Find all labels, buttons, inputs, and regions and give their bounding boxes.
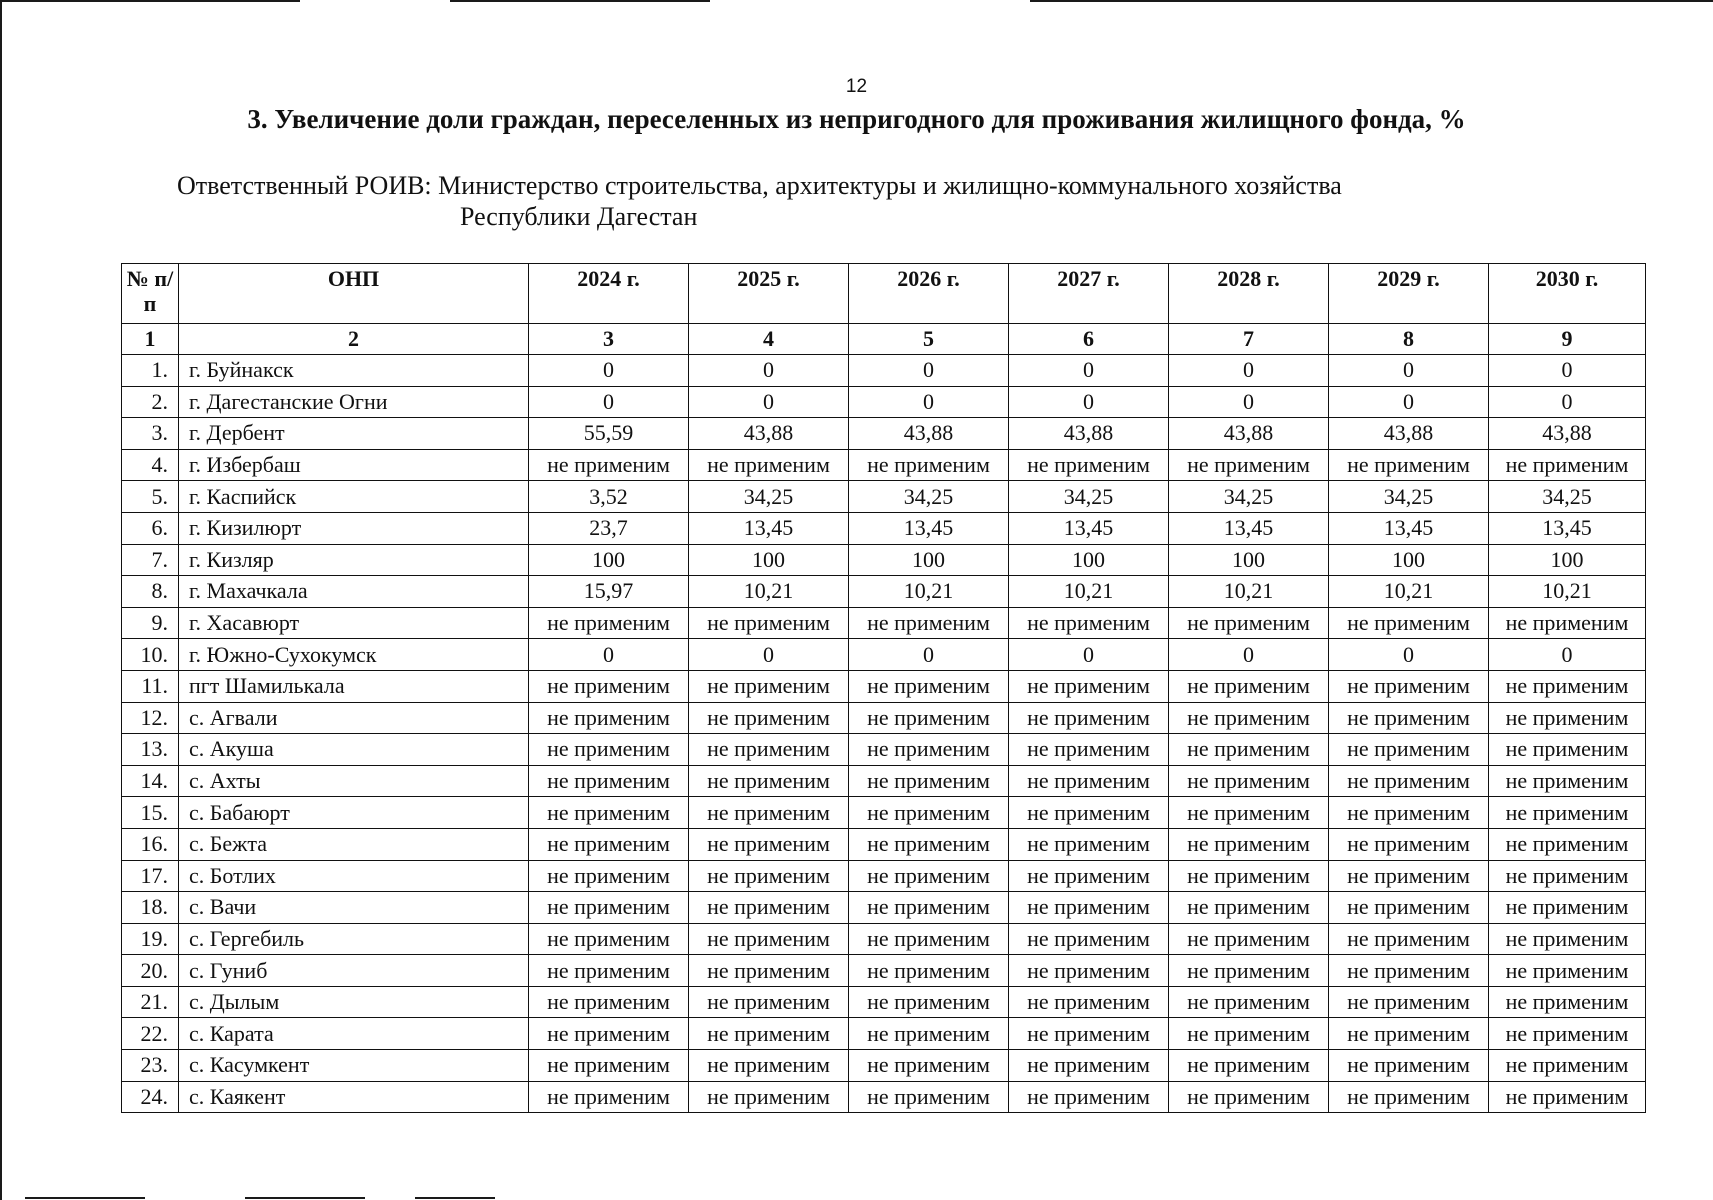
value-cell: не применим [849, 702, 1009, 734]
value-cell: 55,59 [529, 418, 689, 450]
column-number: 4 [689, 324, 849, 355]
column-header: 2029 г. [1329, 264, 1489, 324]
value-cell: не применим [1489, 702, 1646, 734]
value-cell: 0 [1169, 355, 1329, 387]
row-number-cell: 24. [122, 1081, 179, 1113]
value-cell: 0 [1489, 639, 1646, 671]
value-cell: не применим [849, 955, 1009, 987]
scan-edge-left [0, 0, 2, 1200]
value-cell: не применим [1489, 986, 1646, 1018]
value-cell: 0 [1489, 355, 1646, 387]
indicator-table [121, 263, 1646, 1113]
value-cell: не применим [1169, 449, 1329, 481]
value-cell: не применим [529, 797, 689, 829]
value-cell: не применим [1329, 702, 1489, 734]
table-row [122, 449, 1646, 481]
column-number: 2 [179, 324, 529, 355]
table-row [122, 923, 1646, 955]
value-cell: 100 [529, 544, 689, 576]
value-cell: не применим [1169, 607, 1329, 639]
value-cell: 0 [1329, 639, 1489, 671]
value-cell: 43,88 [689, 418, 849, 450]
responsible-line-2: Республики Дагестан [460, 202, 698, 231]
value-cell: 43,88 [1489, 418, 1646, 450]
value-cell: не применим [689, 449, 849, 481]
table-row [122, 860, 1646, 892]
row-number-cell: 23. [122, 1050, 179, 1082]
value-cell: не применим [1009, 923, 1169, 955]
row-number-cell: 4. [122, 449, 179, 481]
value-cell: 13,45 [849, 512, 1009, 544]
column-header: ОНП [179, 264, 529, 324]
row-number-cell: 17. [122, 860, 179, 892]
value-cell: 34,25 [1169, 481, 1329, 513]
settlement-name-cell: с. Вачи [179, 892, 529, 924]
column-number: 1 [122, 324, 179, 355]
settlement-name-cell: г. Махачкала [179, 576, 529, 608]
value-cell: не применим [849, 797, 1009, 829]
value-cell: не применим [529, 1050, 689, 1082]
value-cell: не применим [1169, 670, 1329, 702]
value-cell: не применим [1489, 1018, 1646, 1050]
value-cell: не применим [849, 986, 1009, 1018]
column-number-row [122, 324, 1646, 355]
value-cell: 0 [849, 355, 1009, 387]
value-cell: не применим [1489, 1081, 1646, 1113]
table-row [122, 765, 1646, 797]
value-cell: не применим [849, 860, 1009, 892]
table-row [122, 355, 1646, 387]
column-number: 5 [849, 324, 1009, 355]
settlement-name-cell: г. Кизилюрт [179, 512, 529, 544]
value-cell: 0 [529, 639, 689, 671]
row-number-cell: 10. [122, 639, 179, 671]
row-number-cell: 3. [122, 418, 179, 450]
value-cell: не применим [1009, 892, 1169, 924]
responsible-authority [177, 170, 1477, 232]
row-number-cell: 8. [122, 576, 179, 608]
column-number: 3 [529, 324, 689, 355]
value-cell: 13,45 [1009, 512, 1169, 544]
column-header: 2026 г. [849, 264, 1009, 324]
row-number-cell: 12. [122, 702, 179, 734]
settlement-name-cell: с. Гуниб [179, 955, 529, 987]
value-cell: не применим [1489, 607, 1646, 639]
settlement-name-cell: г. Кизляр [179, 544, 529, 576]
value-cell: не применим [1329, 1050, 1489, 1082]
value-cell: 34,25 [849, 481, 1009, 513]
value-cell: не применим [1329, 734, 1489, 766]
column-header: 2027 г. [1009, 264, 1169, 324]
value-cell: не применим [1009, 1081, 1169, 1113]
settlement-name-cell: с. Бабаюрт [179, 797, 529, 829]
value-cell: не применим [689, 1050, 849, 1082]
value-cell: не применим [529, 923, 689, 955]
settlement-name-cell: г. Южно-Сухокумск [179, 639, 529, 671]
value-cell: не применим [1169, 828, 1329, 860]
scan-edge-bottom-mid2 [415, 1197, 495, 1199]
value-cell: 100 [689, 544, 849, 576]
table-row [122, 639, 1646, 671]
value-cell: 34,25 [1489, 481, 1646, 513]
value-cell: не применим [1489, 734, 1646, 766]
settlement-name-cell: с. Гергебиль [179, 923, 529, 955]
table-row [122, 670, 1646, 702]
value-cell: 43,88 [1009, 418, 1169, 450]
value-cell: 0 [1169, 639, 1329, 671]
row-number-cell: 6. [122, 512, 179, 544]
value-cell: 10,21 [1489, 576, 1646, 608]
value-cell: не применим [689, 892, 849, 924]
row-number-cell: 19. [122, 923, 179, 955]
row-number-cell: 16. [122, 828, 179, 860]
row-number-cell: 13. [122, 734, 179, 766]
scan-edge-bottom-mid [245, 1197, 365, 1199]
table-row [122, 1050, 1646, 1082]
column-header: 2025 г. [689, 264, 849, 324]
responsible-line-1: Ответственный РОИВ: Министерство строительства, архитектуры и жилищно-коммунального хозяйства [177, 171, 1342, 200]
value-cell: не применим [1329, 955, 1489, 987]
settlement-name-cell: г. Избербаш [179, 449, 529, 481]
value-cell: не применим [849, 449, 1009, 481]
table-row [122, 892, 1646, 924]
scan-edge-bottom-left [25, 1197, 145, 1199]
value-cell: не применим [529, 1018, 689, 1050]
value-cell: не применим [1489, 892, 1646, 924]
value-cell: 0 [689, 386, 849, 418]
value-cell: не применим [1169, 923, 1329, 955]
value-cell: не применим [1169, 1018, 1329, 1050]
value-cell: 0 [529, 355, 689, 387]
settlement-name-cell: г. Буйнакск [179, 355, 529, 387]
value-cell: не применим [1329, 670, 1489, 702]
value-cell: 0 [1329, 386, 1489, 418]
row-number-cell: 21. [122, 986, 179, 1018]
column-header: 2028 г. [1169, 264, 1329, 324]
table-row [122, 544, 1646, 576]
value-cell: 0 [689, 355, 849, 387]
scan-edge-top-right [1030, 0, 1713, 2]
value-cell: 0 [1329, 355, 1489, 387]
value-cell: 43,88 [1169, 418, 1329, 450]
value-cell: не применим [689, 797, 849, 829]
table-row [122, 607, 1646, 639]
value-cell: не применим [849, 892, 1009, 924]
value-cell: не применим [1329, 860, 1489, 892]
value-cell: не применим [529, 828, 689, 860]
value-cell: 13,45 [1489, 512, 1646, 544]
value-cell: не применим [1169, 797, 1329, 829]
value-cell: не применим [1009, 607, 1169, 639]
value-cell: 0 [849, 386, 1009, 418]
value-cell: не применим [529, 449, 689, 481]
value-cell: не применим [1009, 449, 1169, 481]
value-cell: 13,45 [1169, 512, 1329, 544]
column-number: 9 [1489, 324, 1646, 355]
value-cell: не применим [1489, 670, 1646, 702]
value-cell: 10,21 [849, 576, 1009, 608]
table-row [122, 418, 1646, 450]
value-cell: 34,25 [689, 481, 849, 513]
value-cell: 43,88 [1329, 418, 1489, 450]
table-row [122, 734, 1646, 766]
value-cell: не применим [689, 702, 849, 734]
value-cell: 15,97 [529, 576, 689, 608]
row-number-cell: 5. [122, 481, 179, 513]
row-number-cell: 9. [122, 607, 179, 639]
table-row [122, 828, 1646, 860]
value-cell: 100 [1009, 544, 1169, 576]
value-cell: 10,21 [689, 576, 849, 608]
value-cell: 23,7 [529, 512, 689, 544]
value-cell: не применим [1329, 449, 1489, 481]
value-cell: 10,21 [1169, 576, 1329, 608]
value-cell: не применим [529, 607, 689, 639]
value-cell: не применим [849, 1018, 1009, 1050]
row-number-cell: 7. [122, 544, 179, 576]
value-cell: не применим [1009, 860, 1169, 892]
value-cell: не применим [1009, 986, 1169, 1018]
column-number: 6 [1009, 324, 1169, 355]
value-cell: не применим [849, 607, 1009, 639]
value-cell: не применим [1009, 828, 1169, 860]
value-cell: не применим [1329, 986, 1489, 1018]
row-number-cell: 20. [122, 955, 179, 987]
row-number-cell: 14. [122, 765, 179, 797]
value-cell: не применим [849, 1050, 1009, 1082]
row-number-cell: 2. [122, 386, 179, 418]
value-cell: не применим [1489, 860, 1646, 892]
value-cell: не применим [1009, 797, 1169, 829]
value-cell: не применим [1489, 765, 1646, 797]
column-number: 8 [1329, 324, 1489, 355]
table-row [122, 481, 1646, 513]
settlement-name-cell: с. Касумкент [179, 1050, 529, 1082]
column-number: 7 [1169, 324, 1329, 355]
value-cell: 34,25 [1009, 481, 1169, 513]
value-cell: не применим [529, 860, 689, 892]
value-cell: 100 [1329, 544, 1489, 576]
table-row [122, 702, 1646, 734]
value-cell: не применим [689, 828, 849, 860]
value-cell: не применим [689, 923, 849, 955]
value-cell: не применим [1009, 702, 1169, 734]
value-cell: не применим [689, 670, 849, 702]
column-header: № п/п [122, 264, 179, 324]
row-number-cell: 22. [122, 1018, 179, 1050]
value-cell: 0 [529, 386, 689, 418]
value-cell: не применим [529, 1081, 689, 1113]
value-cell: 0 [1169, 386, 1329, 418]
value-cell: не применим [849, 765, 1009, 797]
value-cell: не применим [1169, 892, 1329, 924]
value-cell: 0 [1489, 386, 1646, 418]
settlement-name-cell: с. Каякент [179, 1081, 529, 1113]
value-cell: не применим [529, 734, 689, 766]
table-row [122, 512, 1646, 544]
column-header: 2030 г. [1489, 264, 1646, 324]
value-cell: не применим [1169, 986, 1329, 1018]
value-cell: не применим [689, 1018, 849, 1050]
value-cell: не применим [529, 986, 689, 1018]
value-cell: не применим [689, 860, 849, 892]
settlement-name-cell: с. Карата [179, 1018, 529, 1050]
value-cell: не применим [1489, 828, 1646, 860]
settlement-name-cell: с. Дылым [179, 986, 529, 1018]
scan-edge-top-mid [450, 0, 710, 2]
settlement-name-cell: с. Бежта [179, 828, 529, 860]
row-number-cell: 18. [122, 892, 179, 924]
settlement-name-cell: пгт Шамилькала [179, 670, 529, 702]
value-cell: не применим [529, 670, 689, 702]
value-cell: не применим [689, 734, 849, 766]
value-cell: не применим [1009, 670, 1169, 702]
value-cell: не применим [1489, 955, 1646, 987]
table-row [122, 1081, 1646, 1113]
value-cell: не применим [1009, 734, 1169, 766]
value-cell: не применим [1329, 765, 1489, 797]
value-cell: 10,21 [1329, 576, 1489, 608]
value-cell: 0 [1009, 639, 1169, 671]
settlement-name-cell: г. Хасавюрт [179, 607, 529, 639]
table-row [122, 386, 1646, 418]
value-cell: 100 [1489, 544, 1646, 576]
value-cell: не применим [1169, 1050, 1329, 1082]
table-row [122, 986, 1646, 1018]
value-cell: не применим [1329, 797, 1489, 829]
value-cell: 0 [689, 639, 849, 671]
value-cell: не применим [529, 892, 689, 924]
settlement-name-cell: с. Ахты [179, 765, 529, 797]
settlement-name-cell: г. Дагестанские Огни [179, 386, 529, 418]
value-cell: не применим [849, 923, 1009, 955]
value-cell: 13,45 [1329, 512, 1489, 544]
table-row [122, 1018, 1646, 1050]
value-cell: 10,21 [1009, 576, 1169, 608]
column-header: 2024 г. [529, 264, 689, 324]
value-cell: не применим [1009, 955, 1169, 987]
value-cell: не применим [1009, 765, 1169, 797]
value-cell: не применим [1009, 1018, 1169, 1050]
value-cell: не применим [529, 765, 689, 797]
value-cell: 0 [849, 639, 1009, 671]
table-body [122, 355, 1646, 1113]
value-cell: не применим [529, 702, 689, 734]
row-number-cell: 11. [122, 670, 179, 702]
value-cell: 13,45 [689, 512, 849, 544]
value-cell: не применим [1169, 734, 1329, 766]
value-cell: не применим [689, 986, 849, 1018]
value-cell: не применим [1009, 1050, 1169, 1082]
table-row [122, 797, 1646, 829]
value-cell: не применим [849, 1081, 1009, 1113]
scan-edge-top-left [0, 0, 300, 2]
settlement-name-cell: с. Ботлих [179, 860, 529, 892]
value-cell: 43,88 [849, 418, 1009, 450]
value-cell: не применим [1329, 1018, 1489, 1050]
value-cell: не применим [849, 670, 1009, 702]
value-cell: не применим [689, 1081, 849, 1113]
value-cell: не применим [689, 607, 849, 639]
value-cell: не применим [1169, 702, 1329, 734]
value-cell: 0 [1009, 355, 1169, 387]
value-cell: не применим [1489, 1050, 1646, 1082]
value-cell: не применим [1489, 449, 1646, 481]
value-cell: не применим [1329, 828, 1489, 860]
value-cell: не применим [689, 955, 849, 987]
row-number-cell: 1. [122, 355, 179, 387]
value-cell: не применим [1169, 955, 1329, 987]
settlement-name-cell: с. Агвали [179, 702, 529, 734]
value-cell: не применим [529, 955, 689, 987]
value-cell: не применим [1329, 923, 1489, 955]
header-row [122, 264, 1646, 324]
value-cell: не применим [1329, 607, 1489, 639]
table-row [122, 576, 1646, 608]
settlement-name-cell: г. Дербент [179, 418, 529, 450]
value-cell: не применим [689, 765, 849, 797]
value-cell: не применим [1169, 860, 1329, 892]
page-number: 12 [845, 76, 868, 97]
value-cell: 100 [849, 544, 1009, 576]
value-cell: не применим [1329, 1081, 1489, 1113]
settlement-name-cell: г. Каспийск [179, 481, 529, 513]
settlement-name-cell: с. Акуша [179, 734, 529, 766]
table-row [122, 955, 1646, 987]
value-cell: 34,25 [1329, 481, 1489, 513]
document-title: 3. Увеличение доли граждан, переселенных из непригодного для проживания жилищного фонда, % [247, 104, 1466, 134]
value-cell: 100 [1169, 544, 1329, 576]
row-number-cell: 15. [122, 797, 179, 829]
value-cell: 3,52 [529, 481, 689, 513]
value-cell: не применим [849, 734, 1009, 766]
value-cell: не применим [1169, 765, 1329, 797]
value-cell: не применим [849, 828, 1009, 860]
value-cell: не применим [1489, 923, 1646, 955]
value-cell: не применим [1329, 892, 1489, 924]
value-cell: 0 [1009, 386, 1169, 418]
value-cell: не применим [1169, 1081, 1329, 1113]
value-cell: не применим [1489, 797, 1646, 829]
